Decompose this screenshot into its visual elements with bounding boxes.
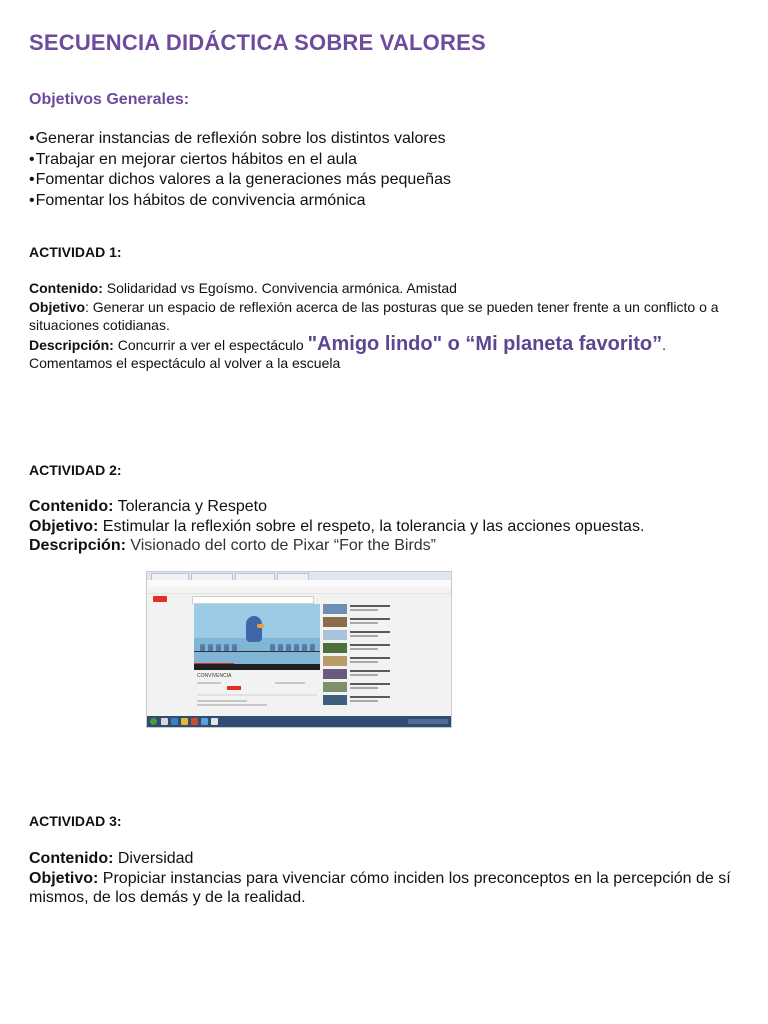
video-title: CONVIVENCIA	[197, 673, 232, 679]
activity3-body	[29, 849, 739, 908]
video-controls	[194, 664, 320, 670]
views-line	[275, 682, 305, 684]
small-bird	[294, 644, 299, 651]
start-button-icon	[150, 718, 157, 725]
contenido-text: Solidaridad vs Egoísmo. Convivencia armónica. Amistad	[102, 280, 457, 296]
description-line	[197, 704, 267, 706]
contenido-text: Tolerancia y Respeto	[113, 498, 267, 515]
taskbar-app-icon	[171, 718, 178, 725]
objectives-list	[29, 129, 451, 211]
descripcion-text: Visionado del corto de Pixar “For the Birds”	[125, 537, 436, 554]
sidebar-video	[323, 604, 399, 614]
small-bird	[302, 644, 307, 651]
subscribe-button	[227, 686, 241, 690]
channel-line	[197, 682, 221, 684]
sidebar-video	[323, 643, 399, 653]
blue-bird-figure	[246, 616, 262, 642]
objective-item: • Generar instancias de reflexión sobre los distintos valores	[29, 129, 451, 150]
small-bird	[278, 644, 283, 651]
power-wire	[194, 651, 320, 652]
sidebar-video	[323, 630, 399, 640]
video-player	[194, 604, 320, 670]
sidebar-video	[323, 617, 399, 627]
activity1-contenido	[29, 279, 729, 298]
small-bird	[200, 644, 205, 651]
youtube-search-box	[192, 596, 314, 604]
activity2-contenido	[29, 497, 739, 517]
activity3-contenido	[29, 849, 739, 869]
taskbar-app-icon	[211, 718, 218, 725]
activity3-heading: ACTIVIDAD 3:	[29, 813, 122, 829]
objectives-heading: Objetivos Generales:	[29, 91, 190, 108]
taskbar-app-icon	[201, 718, 208, 725]
activity2-heading: ACTIVIDAD 2:	[29, 462, 122, 478]
activity1-descripcion	[29, 332, 729, 355]
objective-item: • Trabajar en mejorar ciertos hábitos en el aula	[29, 150, 451, 171]
video-screenshot-image	[146, 571, 452, 728]
sidebar-video	[323, 669, 399, 679]
small-bird	[310, 644, 315, 651]
show-title: "Amigo lindo" o “Mi planeta favorito”	[307, 332, 663, 355]
contenido-text: Diversidad	[113, 850, 194, 867]
activity3-objetivo	[29, 869, 739, 908]
objetivo-label: Objetivo	[29, 298, 86, 315]
sidebar-video	[323, 656, 399, 666]
taskbar-app-icon	[191, 718, 198, 725]
small-bird	[224, 644, 229, 651]
objetivo-text: Propiciar instancias para vivenciar cómo inciden los preconceptos en la percepción de sí mismos, de los demás y de la realidad.	[29, 869, 731, 906]
descripcion-end: .	[662, 336, 666, 353]
bird-beak	[257, 624, 264, 628]
activity2-objetivo	[29, 517, 739, 537]
activity1-body	[29, 279, 729, 373]
activity2-body	[29, 497, 739, 556]
activity1-heading: ACTIVIDAD 1:	[29, 244, 122, 260]
small-bird	[208, 644, 213, 651]
activity1-objetivo	[29, 298, 729, 335]
description-line	[197, 700, 247, 702]
objetivo-label: Objetivo:	[29, 517, 99, 535]
sidebar-video	[323, 695, 399, 705]
divider-line	[197, 694, 317, 696]
contenido-label: Contenido:	[29, 850, 114, 867]
small-bird	[216, 644, 221, 651]
youtube-logo-icon	[153, 596, 167, 602]
descripcion-label: Descripción:	[29, 537, 126, 554]
contenido-label: Contenido:	[29, 498, 114, 515]
taskbar-app-icon	[161, 718, 168, 725]
small-bird	[270, 644, 275, 651]
small-bird	[232, 644, 237, 651]
browser-tabs	[147, 572, 451, 580]
descripcion-text: Concurrir a ver el espectáculo	[113, 336, 308, 353]
bookmarks-bar	[147, 587, 451, 594]
objetivo-label: Objetivo:	[29, 869, 99, 887]
small-bird	[286, 644, 291, 651]
sidebar-video	[323, 682, 399, 692]
taskbar-app-icon	[181, 718, 188, 725]
document-title: SECUENCIA DIDÁCTICA SOBRE VALORES	[29, 30, 486, 55]
system-tray	[408, 719, 448, 724]
descripcion-label: Descripción:	[29, 336, 114, 353]
objective-item: • Fomentar los hábitos de convivencia armónica	[29, 191, 451, 212]
activity1-comment: Comentamos el espectáculo al volver a la escuela	[29, 355, 341, 371]
activity2-descripcion	[29, 536, 739, 556]
contenido-label: Contenido:	[29, 280, 103, 296]
objetivo-text: : Generar un espacio de reflexión acerca de las posturas que se pueden tener frente a un conflicto o a situaciones cotidianas.	[29, 298, 719, 333]
objetivo-text: Estimular la reflexión sobre el respeto, la tolerancia y las acciones opuestas.	[98, 517, 645, 535]
objective-item: • Fomentar dichos valores a la generaciones más pequeñas	[29, 170, 451, 191]
